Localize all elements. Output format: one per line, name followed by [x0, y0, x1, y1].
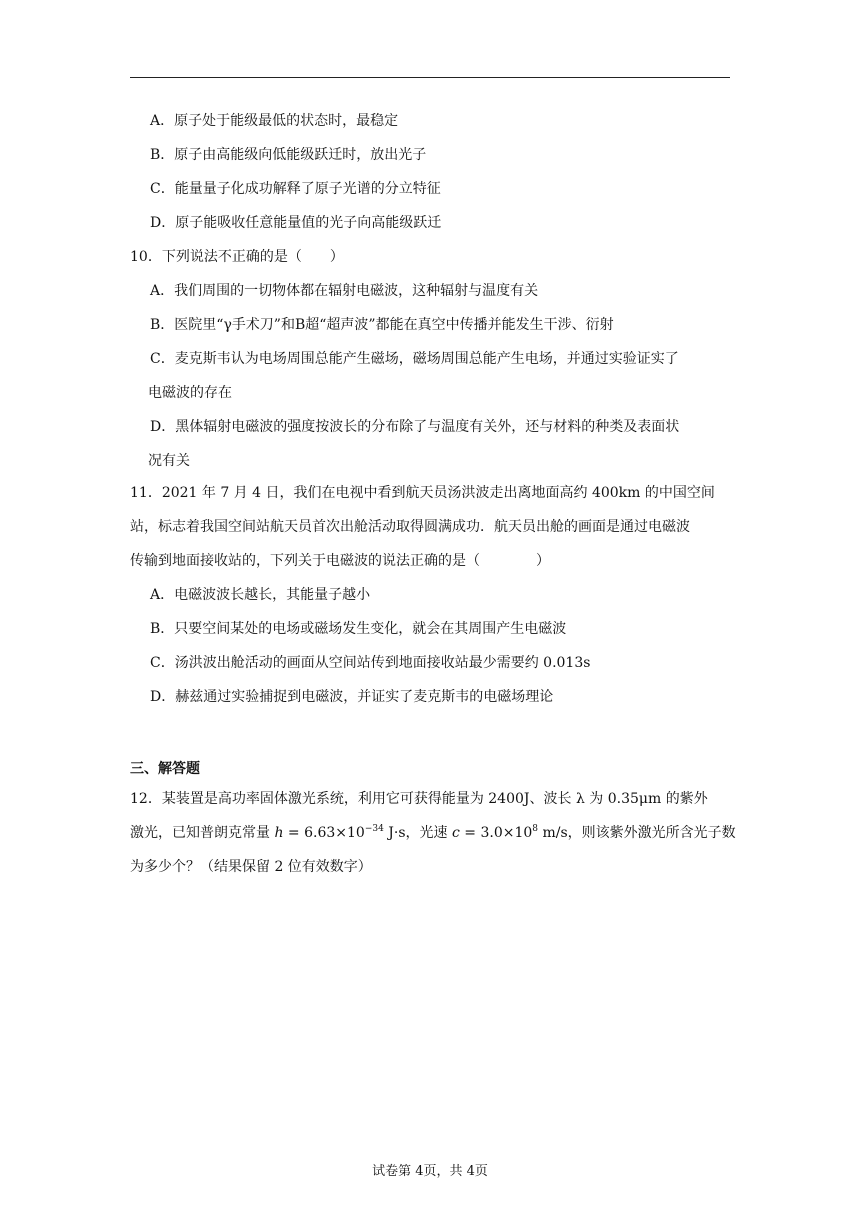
q11-option-d: D．赫兹通过实验捕捉到电磁波，并证实了麦克斯韦的电磁场理论 — [150, 689, 554, 705]
q11-stem-2: 站，标志着我国空间站航天员首次出舱活动取得圆满成功．航天员出舱的画面是通过电磁波 — [130, 519, 690, 535]
q11-option-c: C．汤洪波出舱活动的画面从空间站传到地面接收站最少需要约 0.013s — [150, 655, 591, 671]
q10-option-c-cont: 电磁波的存在 — [148, 385, 232, 401]
planck-unit: J·s — [383, 825, 406, 841]
q12-line-3: 为多少个？（结果保留 2 位有效数字） — [130, 859, 372, 875]
q10-option-d-cont: 况有关 — [148, 453, 190, 469]
q10-option-a: A．我们周围的一切物体都在辐射电磁波，这种辐射与温度有关 — [150, 283, 539, 299]
q12-text-a: 激光，已知普朗克常量 — [130, 825, 275, 841]
q9-option-b: B．原子由高能级向低能级跃迁时，放出光子 — [150, 147, 427, 163]
section-title: 三、解答题 — [130, 761, 200, 777]
light-speed-unit: m/s — [538, 825, 568, 841]
q10-option-c: C．麦克斯韦认为电场周围总能产生磁场，磁场周围总能产生电场，并通过实验证实了 — [150, 351, 679, 367]
q9-option-c: C．能量量子化成功解释了原子光谱的分立特征 — [150, 181, 441, 197]
q11-option-a: A．电磁波波长越长，其能量子越小 — [150, 587, 371, 603]
header-rule — [130, 77, 730, 78]
page-footer: 试卷第 4页，共 4页 — [372, 1164, 488, 1179]
planck-value: = 6.63×10 — [283, 825, 365, 841]
q10-option-d: D．黑体辐射电磁波的强度按波长的分布除了与温度有关外，还与材料的种类及表面状 — [150, 419, 680, 435]
light-speed-value: = 3.0×10 — [459, 825, 533, 841]
q9-option-d: D．原子能吸收任意能量值的光子向高能级跃迁 — [150, 215, 442, 231]
light-speed-exponent: 8 — [532, 824, 539, 834]
q12-text-b: ，光速 — [405, 825, 452, 841]
q10-stem: 10．下列说法不正确的是（ ） — [130, 249, 344, 265]
q11-stem-3: 传输到地面接收站的，下列关于电磁波的说法正确的是（ ） — [130, 553, 550, 569]
q11-option-b: B．只要空间某处的电场或磁场发生变化，就会在其周围产生电磁波 — [150, 621, 567, 637]
planck-symbol: h — [274, 825, 284, 841]
q12-line-1: 12．某装置是高功率固体激光系统，利用它可获得能量为 2400J、波长 λ 为 0.35μm 的紫外 — [130, 791, 708, 807]
q12-line-2 — [130, 824, 736, 842]
q9-option-a: A．原子处于能级最低的状态时，最稳定 — [150, 113, 399, 129]
light-speed-symbol: c — [452, 825, 460, 841]
q11-stem-1: 11．2021 年 7 月 4 日，我们在电视中看到航天员汤洪波走出离地面高约 400km 的中国空间 — [130, 485, 715, 501]
q12-text-c: ，则该紫外激光所含光子数 — [567, 825, 736, 841]
planck-exponent: −34 — [364, 824, 384, 834]
q10-option-b: B．医院里“γ手术刀”和B超“超声波”都能在真空中传播并能发生干涉、衍射 — [150, 317, 614, 333]
